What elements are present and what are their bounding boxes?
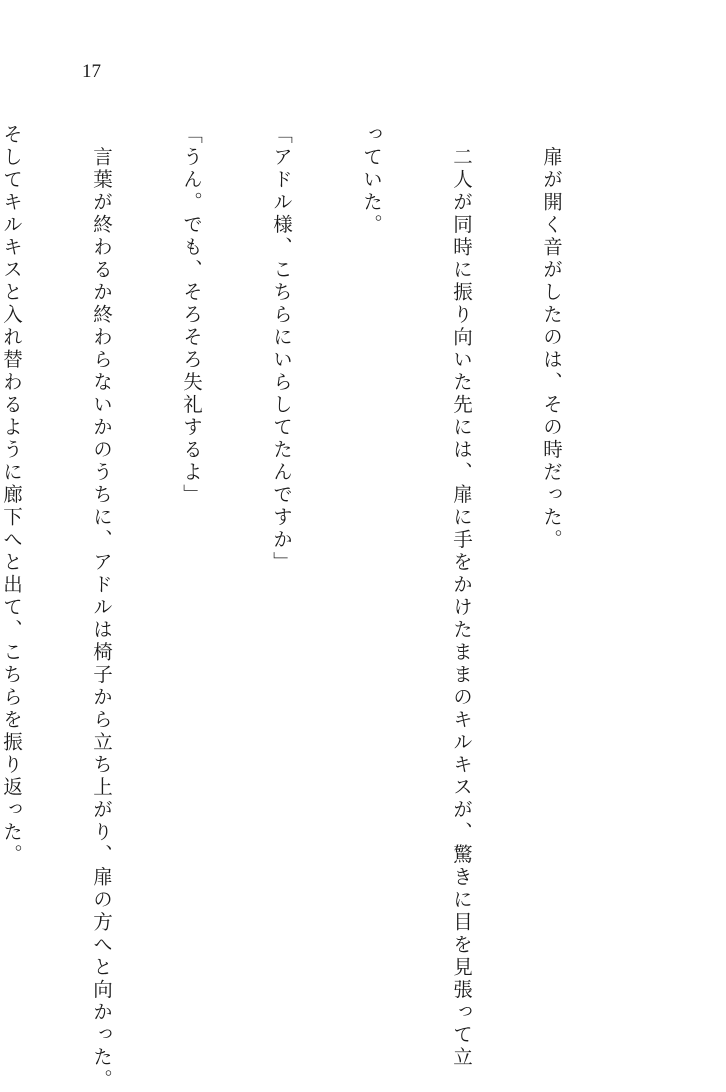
novel-text-body bbox=[0, 124, 626, 1092]
text-line: 「アドル様、こちらにいらしてたんですか」 bbox=[270, 124, 293, 574]
text-line: 言葉が終わるか終わらないかのうちに、アドルは椅子から立ち上がり、扉の方へと向かった。 bbox=[90, 124, 113, 1092]
text-line: 扉が開く音がしたのは、その時だった。 bbox=[540, 124, 563, 552]
text-line: っていた。 bbox=[360, 124, 383, 237]
text-line: 「うん。でも、そろそろ失礼するよ」 bbox=[180, 124, 203, 507]
text-line: 二人が同時に振り向いた先には、扉に手をかけたままのキルキスが、驚きに目を見張って立 bbox=[450, 124, 473, 1069]
text-line: そしてキルキスと入れ替わるように廊下へと出て、こちらを振り返った。 bbox=[0, 124, 23, 867]
page-number: 17 bbox=[82, 61, 101, 82]
